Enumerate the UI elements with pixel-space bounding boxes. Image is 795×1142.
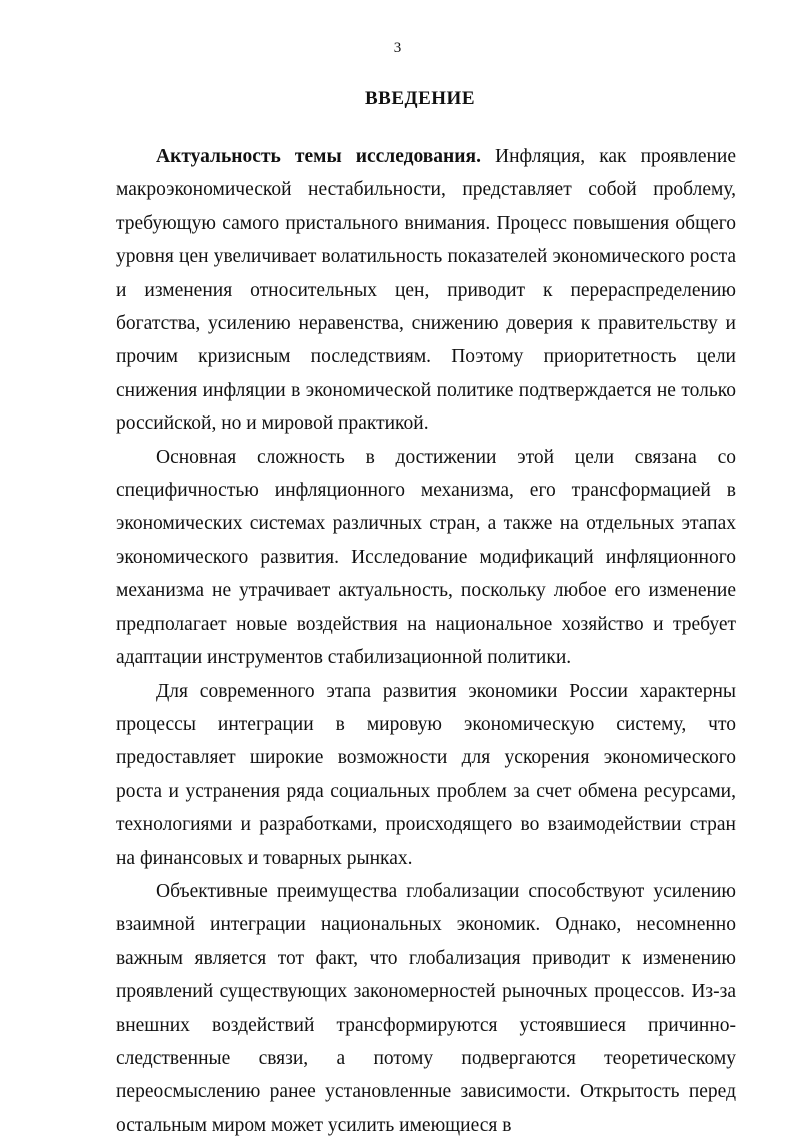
paragraph-globalization: Объективные преимущества глобализации способствуют усилению взаимной интеграции национальных экономик. Однако, несомненно важным является тот факт, что глобализация приводит к изменению проявлений существующих закономерностей рыночных процессов. Из-за внешних воздействий трансформируются устоявшиеся причинно-следственные связи, а потому подвергаются теоретическому переосмыслению ранее установленные зависимости. Открытость перед остальным миром может усилить имеющиеся в — [116, 880, 736, 1136]
paragraph-text: Инфляция, как проявление макроэкономической нестабильности, представляет собой проблему, требующую самого пристального внимания. Процесс повышения общего уровня цен увеличивает волатильность показателей экономического роста и изменения относительных цен, приводит к перераспределению богатства, усилению неравенства, снижению доверия к правительству и прочим кризисным последствиям. Поэтому приоритетность цели снижения инфляции в экономической политике подтверждается не только российской, но и мировой практикой. — [116, 146, 737, 435]
paragraph-lead-heading: Актуальность темы исследования. — [156, 146, 481, 167]
body-text — [116, 140, 736, 1142]
paragraph-integration: Для современного этапа развития экономики России характерны процессы интеграции в мировую экономическую систему, что предоставляет широкие возможности для ускорения экономического роста и устранения ряда социальных проблем за счет обмена ресурсами, технологиями и разработками, происходящего во взаимодействии стран на финансовых и товарных рынках. — [116, 680, 736, 869]
section-heading: ВВЕДЕНИЕ — [365, 88, 475, 109]
paragraph-inflation-mechanism: Основная сложность в достижении этой цели связана со специфичностью инфляционного механизма, его трансформацией в экономических системах различных стран, а также на отдельных этапах экономического развития. Исследование модификаций инфляционного механизма не утрачивает актуальность, поскольку любое его изменение предполагает новые воздействия на национальное хозяйство и требует адаптации инструментов стабилизационной политики. — [116, 446, 736, 669]
paragraph-relevance — [116, 140, 736, 441]
page-number: 3 — [393, 40, 402, 56]
